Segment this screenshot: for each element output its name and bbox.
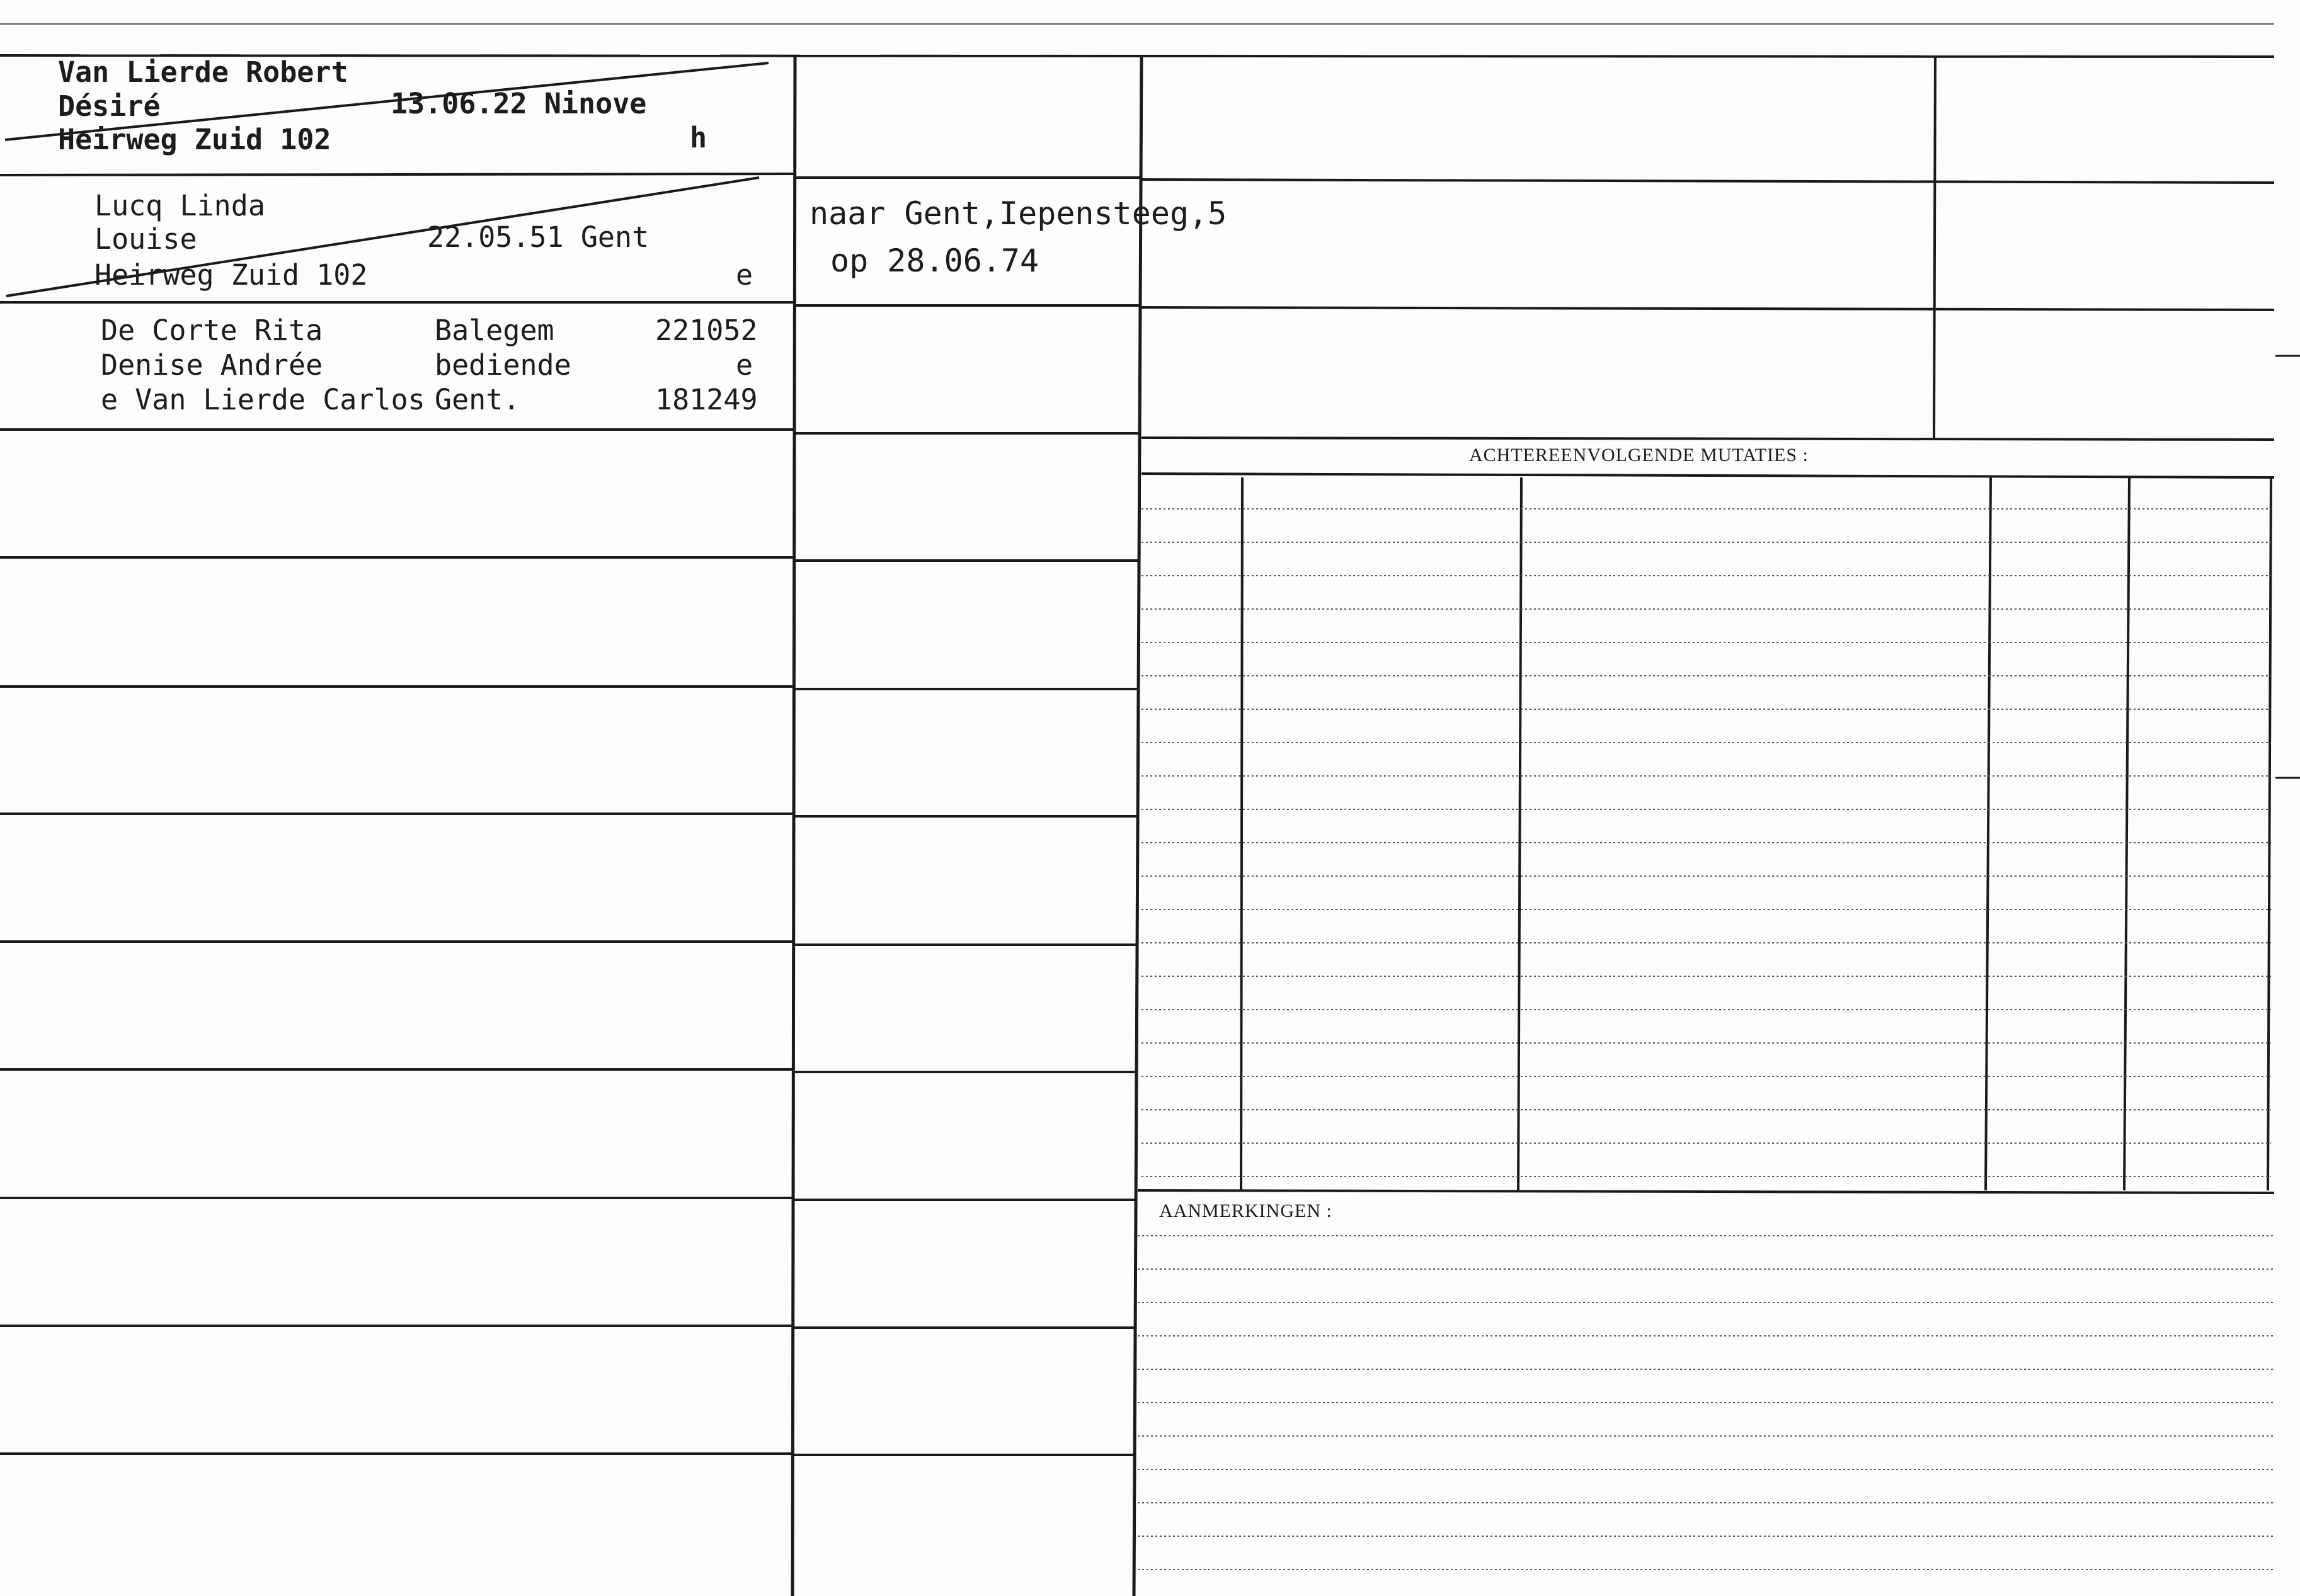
entry2-name-line2: Louise	[94, 222, 197, 256]
entry3-name-line3: e Van Lierde Carlos	[101, 383, 425, 416]
entry1-birth: 13.06.22 Ninove	[391, 87, 647, 120]
entry2-move-note-line2: op 28.06.74	[830, 242, 1039, 279]
entry2-address: Heirweg Zuid 102	[94, 258, 368, 292]
entry3-place: Balegem	[435, 314, 554, 347]
entry3-name-line1: De Corte Rita	[101, 314, 323, 347]
entry3-place2: Gent.	[435, 383, 520, 416]
entry1-relation: h	[690, 121, 707, 154]
entry3-date2: 181249	[655, 383, 758, 416]
entry3-date1: 221052	[655, 314, 758, 347]
entry3-occupation: bediende	[435, 348, 571, 382]
entry3-relation: e	[736, 348, 753, 382]
entry1-name-line2: Désiré	[58, 89, 161, 123]
entry3-name-line2: Denise Andrée	[101, 348, 323, 382]
entry2-name-line1: Lucq Linda	[94, 189, 265, 222]
entry1-name-line1: Van Lierde Robert	[58, 55, 348, 89]
entry2-birth: 22.05.51 Gent	[427, 220, 649, 254]
entry2-relation: e	[736, 258, 753, 292]
entry2-move-note-line1: naar Gent,Iepensteeg,5	[810, 195, 1227, 232]
entry1-address: Heirweg Zuid 102	[58, 123, 331, 156]
remarks-heading: AANMERKINGEN :	[1159, 1200, 1332, 1221]
mutations-heading: ACHTEREENVOLGENDE MUTATIES :	[1469, 445, 1809, 465]
